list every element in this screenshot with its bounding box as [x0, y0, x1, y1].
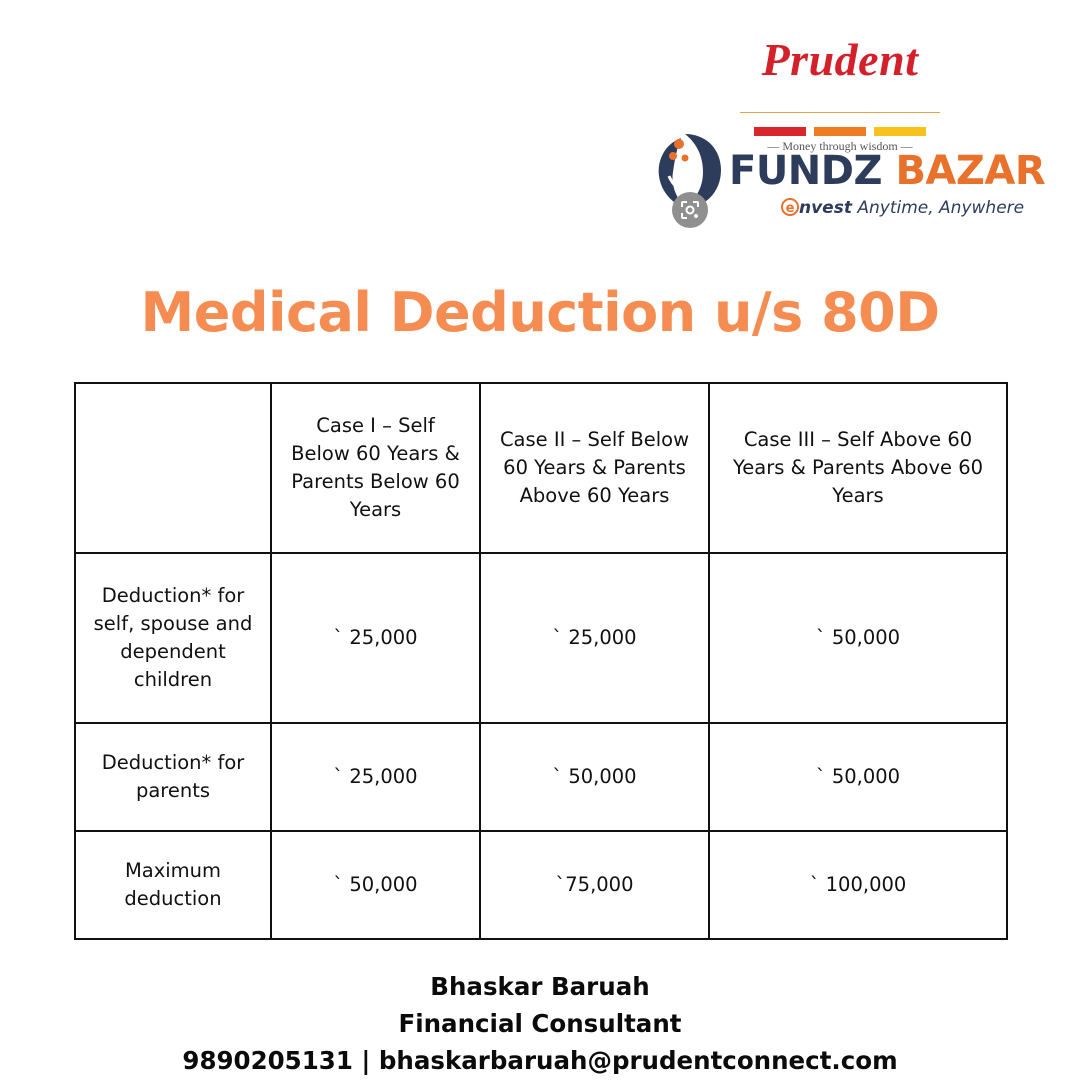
tagline-bold-part: nvest: [799, 198, 852, 218]
table-cell: `75,000: [480, 831, 709, 939]
table-row: [75, 723, 1007, 831]
table-cell: ` 50,000: [271, 831, 480, 939]
table-cell: ` 25,000: [271, 553, 480, 723]
page-title: Medical Deduction u/s 80D: [140, 281, 940, 344]
consultant-name: Bhaskar Baruah: [430, 972, 650, 1001]
table-cell: ` 100,000: [709, 831, 1007, 939]
row-label: Deduction* for self, spouse and dependent children: [75, 553, 271, 723]
header-cell-case-1: Case I – Self Below 60 Years & Parents Below 60 Years: [271, 383, 480, 553]
prudent-wordmark: Prudent: [761, 34, 919, 85]
envest-e-icon: e: [781, 198, 799, 216]
lens-search-button[interactable]: [672, 192, 708, 228]
lens-search-icon: [679, 199, 701, 221]
row-label: Maximum deduction: [75, 831, 271, 939]
table-header-row: [75, 383, 1007, 553]
header-cell-case-2: Case II – Self Below 60 Years & Parents Above 60 Years: [480, 383, 709, 553]
deduction-table: [74, 382, 1008, 940]
fundzbazar-wordmark: [729, 146, 1045, 196]
fundzbazar-word-bazar: BAZAR: [895, 148, 1046, 194]
fundzbazar-word-fundz: FUNDZ: [729, 148, 882, 194]
table-cell: ` 50,000: [709, 723, 1007, 831]
row-label: Deduction* for parents: [75, 723, 271, 831]
tagline-rest: Anytime, Anywhere: [851, 198, 1025, 218]
table-row: [75, 553, 1007, 723]
consultant-role: Financial Consultant: [398, 1009, 682, 1038]
header-cell-case-3: Case III – Self Above 60 Years & Parents Above 60 Years: [709, 383, 1007, 553]
consultant-contact: 9890205131 | bhaskarbaruah@prudentconnect.com: [182, 1046, 898, 1075]
table-cell: ` 25,000: [271, 723, 480, 831]
prudent-divider: [740, 112, 940, 113]
prudent-tagline: — Money through wisdom —: [767, 139, 913, 153]
table-row: [75, 831, 1007, 939]
prudent-logo: [738, 30, 942, 153]
header-cell-empty: [75, 383, 271, 553]
contact-footer: [0, 968, 1080, 1079]
table-cell: ` 50,000: [709, 553, 1007, 723]
fundzbazar-tagline: [781, 198, 1024, 218]
fundzbazar-logo: [655, 130, 1046, 230]
table-cell: ` 50,000: [480, 723, 709, 831]
table-cell: ` 25,000: [480, 553, 709, 723]
